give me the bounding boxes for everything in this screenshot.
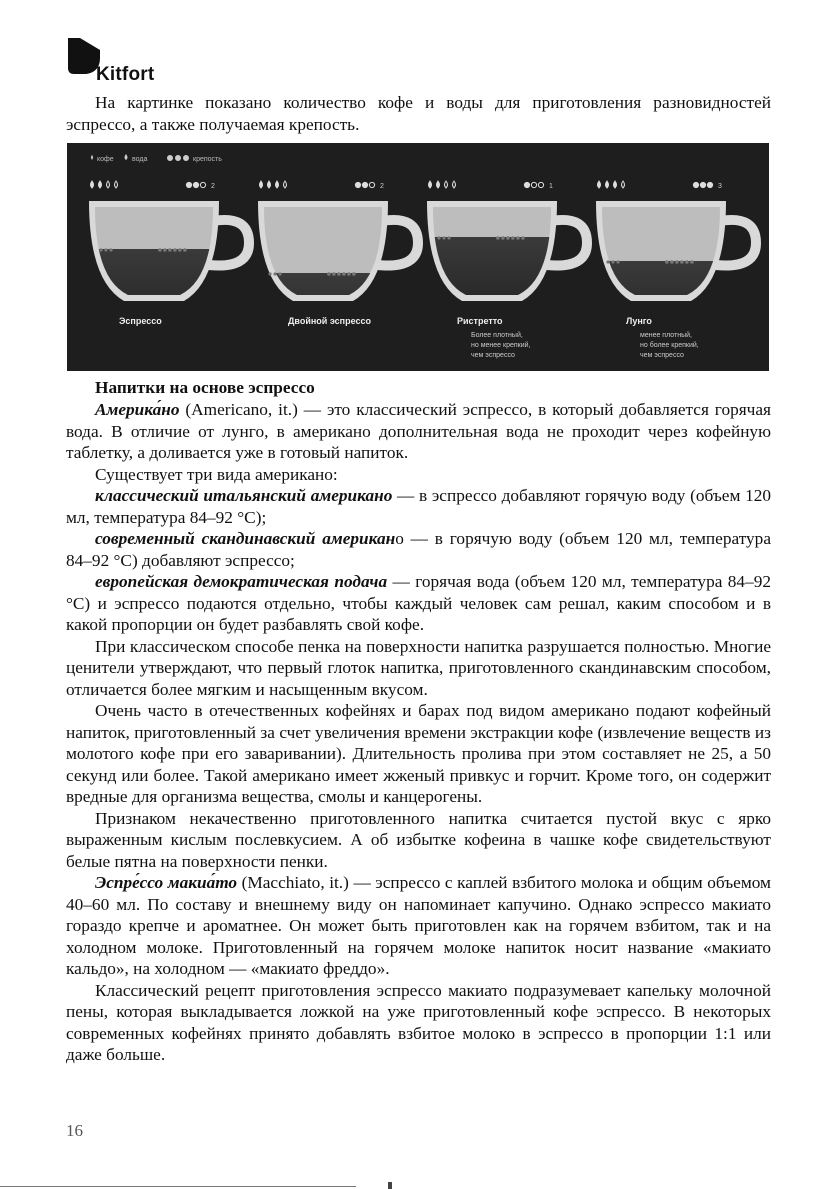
strength-indicator (355, 182, 384, 190)
paragraph-text: (Macchiato, it.) — эспрессо с каплей взбитого молока и общим объемом 40–60 мл. По составу и внешнему виду он напоминает капучино. Однако эспрессо макиато гораздо крепче и ароматнее. Он может быть приготовлен как на горячем взбитом, так и на холодном молоке. Приготовленный на горячем молоке напиток носит название «макиато кальдо», на холодном — «макиато фреддо». (66, 873, 771, 978)
cup-name: Двойной эспрессо (288, 316, 372, 326)
page-number: 16 (66, 1121, 83, 1140)
cup-3 (427, 181, 587, 371)
espresso-types-figure (67, 143, 769, 371)
kitfort-logo (66, 36, 186, 86)
strength-value: 3 (718, 183, 722, 190)
strength-value: 2 (211, 183, 215, 190)
drops-indicator (91, 181, 118, 188)
cup-1 (89, 181, 249, 371)
cup-4 (596, 181, 756, 371)
paragraph-text: — в эспрессо добавляют горячую воду (объем 120 мл, температура 84–92 °С); (66, 486, 771, 527)
strength-indicator (693, 182, 722, 190)
water-legend-icon (125, 154, 128, 160)
coffee-level (95, 249, 213, 371)
drops-indicator (260, 181, 287, 188)
paragraph-text: — горячая вода (объем 120 мл, температура 84–92 °С) и эспрессо подаются отдельно, чтобы каждый человек сам решал, каким способом и в какой пропорции он будет разбавлять свой кофе. (66, 572, 771, 634)
intro-paragraph: На картинке показано количество кофе и воды для приготовления разновидностей эспрессо, а также получаемая крепость. (66, 93, 771, 134)
term-european: европейская демократическая подача (95, 572, 388, 591)
drops-indicator (429, 181, 456, 188)
drops-indicator (598, 181, 625, 188)
term-macchiato: Эспре́ссо макиа́то (95, 873, 238, 892)
paragraph-european (66, 571, 771, 636)
cup-note: Более плотный, (471, 332, 523, 339)
paragraph-macchiato-recipe: Классический рецепт приготовления эспрессо макиато подразумевает капельку молочной пены, которая выкладывается ложкой на уже приготовленный кофе эспрессо. В некоторых современных кофейнях принято добавлять взбитое молоко в эспрессо в пропорции 1:1 или даже больше. (66, 980, 771, 1064)
cup-2 (258, 181, 418, 371)
paragraph-scandinavian (66, 528, 771, 571)
paragraph-classic-italian (66, 485, 771, 528)
cup-note: чем эспрессо (471, 352, 515, 359)
paragraph-fake-americano: Очень часто в отечественных кофейнях и барах под видом американо подают кофейный напиток, приготовленный за счет увеличения времени экстракции кофе (извлечение веществ из молотого кофе при его заваривании). Длительность пролива при этом составляет не 25, а 50 секунд или более. Такой американо имеет жженый привкус и горчит. Кроме того, он содержит вредные для организма вещества, смолы и канцерогены. (66, 701, 771, 806)
legend (91, 154, 222, 163)
legend-coffee: кофе (97, 156, 114, 163)
cup-note: менее плотный, (640, 332, 692, 339)
paragraph-text: о — в горячую воду (объем 120 мл, температура 84–92 °С) добавляют эспрессо; (66, 529, 771, 570)
term-classic-italian: классический итальянский американо (95, 486, 393, 505)
legend-strength: крепость (193, 156, 222, 163)
brand-name: Kitfort (96, 64, 155, 85)
paragraph-foam: При классическом способе пенка на поверхности напитка разрушается полностью. Многие ценители утверждают, что первый глоток напитка, приготовленного скандинавским способом, отличается более мягким и насыщенным вкусом. (66, 636, 771, 699)
cups-illustration (67, 143, 769, 371)
paragraph-americano (66, 399, 771, 464)
strength-value: 1 (549, 183, 553, 190)
coffee-level (433, 237, 551, 371)
term-scandinavian: современный скандинавский американ (95, 529, 396, 548)
strength-indicator (186, 182, 215, 190)
cup-name: Ристретто (457, 316, 503, 326)
coffee-legend-icon (91, 155, 93, 160)
strength-indicator (524, 182, 553, 190)
cup-note: но более крепкий, (640, 342, 699, 349)
paragraph-types: Существует три вида американо: (95, 464, 338, 484)
strength-legend-icon (167, 155, 189, 161)
cup-name: Эспрессо (119, 316, 162, 326)
cup-note: чем эспрессо (640, 352, 684, 359)
strength-value: 2 (380, 183, 384, 190)
crop-line (0, 1186, 356, 1187)
section-heading: Напитки на основе эспрессо (95, 378, 315, 397)
cup-name: Лунго (626, 316, 652, 326)
paragraph-quality: Признаком некачественно приготовленного напитка считается пустой вкус с ярко выраженным кислым послевкусием. А об избытке кофеина в чашке кофе свидетельствуют белые пятна на поверхности пенки. (66, 808, 771, 871)
legend-water: вода (132, 156, 148, 163)
article-body (66, 399, 771, 1066)
paragraph-macchiato (66, 872, 771, 980)
cup-note: но менее крепкий, (471, 342, 531, 349)
paragraph-text: (Americano, it.) — это классический эспрессо, в который добавляется горячая вода. В отличие от лунго, в американо дополнительная вода не проходит через кофейную таблетку, а доливается уже в готовый напиток. (66, 400, 771, 462)
crop-mark (388, 1182, 392, 1189)
term-americano: Америка́но (95, 400, 180, 419)
